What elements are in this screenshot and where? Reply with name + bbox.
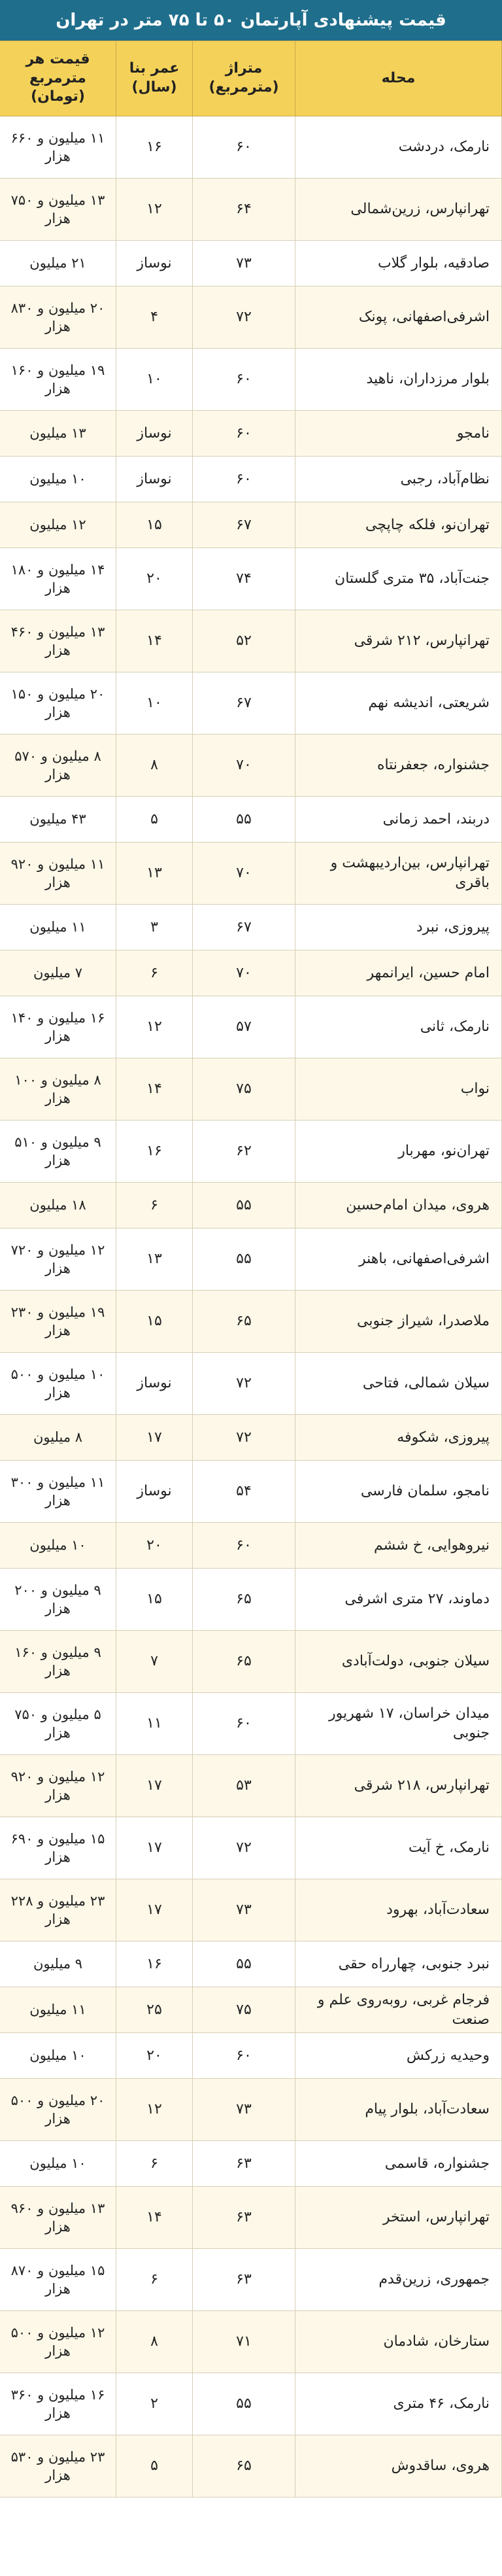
cell-area: ۶۷ xyxy=(193,672,295,735)
cell-location: سعادت‌آباد، بلوار پیام xyxy=(295,2079,502,2141)
table-row xyxy=(0,548,502,610)
cell-location: نامجو، سلمان فارسی xyxy=(295,1461,502,1523)
cell-location: سیلان شمالی، فتاحی xyxy=(295,1353,502,1415)
cell-area: ۶۵ xyxy=(193,1631,295,1693)
cell-price: ۱۳ میلیون و ۹۶۰ هزار xyxy=(0,2187,116,2249)
cell-price: ۵ میلیون و ۷۵۰ هزار xyxy=(0,1693,116,1755)
cell-price: ۱۱ میلیون و ۹۲۰ هزار xyxy=(0,843,116,905)
cell-price: ۹ میلیون و ۱۶۰ هزار xyxy=(0,1631,116,1693)
table-row xyxy=(0,735,502,797)
table-row xyxy=(0,2373,502,2435)
cell-location: سیلان جنوبی، دولت‌آبادی xyxy=(295,1631,502,1693)
cell-location: تهرانپارس، استخر xyxy=(295,2187,502,2249)
cell-location: نامجو xyxy=(295,411,502,457)
cell-location: دماوند، ۲۷ متری اشرفی xyxy=(295,1569,502,1631)
cell-price: ۱۳ میلیون و ۷۵۰ هزار xyxy=(0,179,116,241)
cell-location: ملاصدرا، شیراز جنوبی xyxy=(295,1291,502,1353)
cell-location: فرجام غربی، روبه‌روی علم و صنعت xyxy=(295,1987,502,2033)
cell-price: ۱۰ میلیون xyxy=(0,2141,116,2187)
cell-price: ۷ میلیون xyxy=(0,950,116,996)
cell-location: نیروهوایی، خ ششم xyxy=(295,1523,502,1569)
cell-age: ۱۷ xyxy=(116,1879,193,1941)
cell-area: ۵۲ xyxy=(193,610,295,672)
cell-age: ۱۲ xyxy=(116,996,193,1058)
table-row xyxy=(0,1058,502,1121)
cell-area: ۵۴ xyxy=(193,1461,295,1523)
cell-price: ۱۱ میلیون xyxy=(0,905,116,950)
cell-price: ۱۰ میلیون و ۵۰۰ هزار xyxy=(0,1353,116,1415)
table-row xyxy=(0,2033,502,2079)
cell-area: ۶۰ xyxy=(193,2033,295,2079)
cell-area: ۵۳ xyxy=(193,1755,295,1817)
cell-location: سعادت‌آباد، بهرود xyxy=(295,1879,502,1941)
cell-age: ۵ xyxy=(116,2435,193,2498)
cell-location: تهرانپارس، بین‌اردیبهشت و باقری xyxy=(295,843,502,905)
cell-location: تهرانپارس، ۲۱۲ شرقی xyxy=(295,610,502,672)
table-row xyxy=(0,457,502,502)
cell-price: ۲۳ میلیون و ۵۳۰ هزار xyxy=(0,2435,116,2498)
cell-age: نوساز xyxy=(116,411,193,457)
cell-area: ۷۰ xyxy=(193,843,295,905)
cell-age: ۱۳ xyxy=(116,1228,193,1291)
cell-age: ۲۰ xyxy=(116,548,193,610)
table-row xyxy=(0,672,502,735)
cell-area: ۶۰ xyxy=(193,1693,295,1755)
cell-location: امام حسین، ایرانمهر xyxy=(295,950,502,996)
table-row xyxy=(0,1461,502,1523)
cell-age: ۱۶ xyxy=(116,116,193,179)
cell-area: ۵۵ xyxy=(193,1183,295,1228)
cell-price: ۸ میلیون و ۱۰۰ هزار xyxy=(0,1058,116,1121)
cell-area: ۷۳ xyxy=(193,241,295,287)
price-table xyxy=(0,41,502,2498)
cell-price: ۱۹ میلیون و ۲۳۰ هزار xyxy=(0,1291,116,1353)
cell-price: ۴۳ میلیون xyxy=(0,797,116,843)
cell-age: ۱۴ xyxy=(116,610,193,672)
cell-price: ۱۴ میلیون و ۱۸۰ هزار xyxy=(0,548,116,610)
table-row xyxy=(0,1755,502,1817)
cell-area: ۷۲ xyxy=(193,1415,295,1461)
table-row xyxy=(0,1631,502,1693)
cell-age: نوساز xyxy=(116,1461,193,1523)
cell-area: ۷۳ xyxy=(193,2079,295,2141)
cell-location: تهران‌نو، فلکه چاپچی xyxy=(295,502,502,548)
cell-location: پیروزی، شکوفه xyxy=(295,1415,502,1461)
cell-age: ۸ xyxy=(116,735,193,797)
cell-location: اشرفی‌اصفهانی، پونک xyxy=(295,287,502,349)
table-row xyxy=(0,349,502,411)
cell-price: ۹ میلیون xyxy=(0,1941,116,1987)
table-row xyxy=(0,287,502,349)
table-row xyxy=(0,2249,502,2311)
header-area: متراژ (مترمربع) xyxy=(193,41,295,116)
table-row xyxy=(0,241,502,287)
table-row xyxy=(0,1121,502,1183)
cell-location: میدان خراسان، ۱۷ شهریور جنوبی xyxy=(295,1693,502,1755)
table-row xyxy=(0,610,502,672)
cell-area: ۶۴ xyxy=(193,179,295,241)
cell-age: ۶ xyxy=(116,1183,193,1228)
cell-price: ۱۰ میلیون xyxy=(0,457,116,502)
cell-area: ۶۰ xyxy=(193,457,295,502)
cell-area: ۶۰ xyxy=(193,1523,295,1569)
table-row xyxy=(0,2079,502,2141)
cell-price: ۸ میلیون xyxy=(0,1415,116,1461)
cell-price: ۱۱ میلیون و ۶۶۰ هزار xyxy=(0,116,116,179)
cell-location: تهران‌نو، مهربار xyxy=(295,1121,502,1183)
cell-location: نارمک، ۴۶ متری xyxy=(295,2373,502,2435)
cell-price: ۱۱ میلیون xyxy=(0,1987,116,2033)
cell-age: ۲۰ xyxy=(116,2033,193,2079)
cell-location: هروی، ساقدوش xyxy=(295,2435,502,2498)
cell-area: ۵۵ xyxy=(193,1228,295,1291)
table-row xyxy=(0,1415,502,1461)
cell-price: ۸ میلیون و ۵۷۰ هزار xyxy=(0,735,116,797)
table-row xyxy=(0,2141,502,2187)
table-row xyxy=(0,1987,502,2033)
table-row xyxy=(0,1228,502,1291)
cell-price: ۲۳ میلیون و ۲۲۸ هزار xyxy=(0,1879,116,1941)
table-row xyxy=(0,797,502,843)
cell-age: ۱۳ xyxy=(116,843,193,905)
cell-price: ۱۲ میلیون و ۷۲۰ هزار xyxy=(0,1228,116,1291)
cell-age: ۱۵ xyxy=(116,502,193,548)
cell-area: ۷۲ xyxy=(193,1353,295,1415)
cell-age: نوساز xyxy=(116,1353,193,1415)
cell-price: ۱۲ میلیون xyxy=(0,502,116,548)
cell-price: ۱۶ میلیون و ۳۶۰ هزار xyxy=(0,2373,116,2435)
cell-price: ۱۱ میلیون و ۳۰۰ هزار xyxy=(0,1461,116,1523)
cell-location: نبرد جنوبی، چهارراه حقی xyxy=(295,1941,502,1987)
cell-location: شریعتی، اندیشه نهم xyxy=(295,672,502,735)
cell-age: ۱۴ xyxy=(116,1058,193,1121)
cell-area: ۶۰ xyxy=(193,411,295,457)
cell-area: ۶۵ xyxy=(193,1291,295,1353)
cell-age: ۶ xyxy=(116,2249,193,2311)
table-row xyxy=(0,1693,502,1755)
cell-location: تهرانپارس، زرین‌شمالی xyxy=(295,179,502,241)
cell-price: ۱۲ میلیون و ۵۰۰ هزار xyxy=(0,2311,116,2373)
cell-price: ۲۰ میلیون و ۵۰۰ هزار xyxy=(0,2079,116,2141)
cell-price: ۱۹ میلیون و ۱۶۰ هزار xyxy=(0,349,116,411)
cell-location: نارمک، خ آیت xyxy=(295,1817,502,1879)
cell-area: ۷۲ xyxy=(193,287,295,349)
cell-area: ۷۳ xyxy=(193,1879,295,1941)
report-title: قیمت پیشنهادی آپارتمان ۵۰ تا ۷۵ متر در تهران xyxy=(0,0,502,41)
cell-age: ۱۰ xyxy=(116,672,193,735)
cell-age: ۱۵ xyxy=(116,1291,193,1353)
table-row xyxy=(0,1353,502,1415)
cell-area: ۶۳ xyxy=(193,2187,295,2249)
cell-location: پیروزی، نبرد xyxy=(295,905,502,950)
cell-age: نوساز xyxy=(116,457,193,502)
cell-price: ۱۶ میلیون و ۱۴۰ هزار xyxy=(0,996,116,1058)
table-body xyxy=(0,116,502,2498)
cell-location: هروی، میدان امام‌حسین xyxy=(295,1183,502,1228)
cell-location: ستارخان، شادمان xyxy=(295,2311,502,2373)
cell-area: ۷۰ xyxy=(193,950,295,996)
cell-price: ۱۸ میلیون xyxy=(0,1183,116,1228)
cell-price: ۱۲ میلیون و ۹۲۰ هزار xyxy=(0,1755,116,1817)
cell-area: ۷۰ xyxy=(193,735,295,797)
cell-age: ۱۲ xyxy=(116,179,193,241)
cell-age: ۲۰ xyxy=(116,1523,193,1569)
cell-location: جشنواره، جعفرنتاه xyxy=(295,735,502,797)
table-row xyxy=(0,1569,502,1631)
table-row xyxy=(0,116,502,179)
header-row xyxy=(0,41,502,116)
cell-area: ۶۳ xyxy=(193,2141,295,2187)
table-row xyxy=(0,1183,502,1228)
table-row xyxy=(0,179,502,241)
cell-location: اشرفی‌اصفهانی، باهنر xyxy=(295,1228,502,1291)
cell-area: ۶۰ xyxy=(193,349,295,411)
cell-age: ۳ xyxy=(116,905,193,950)
cell-age: ۱۵ xyxy=(116,1569,193,1631)
cell-area: ۵۷ xyxy=(193,996,295,1058)
table-row xyxy=(0,1879,502,1941)
cell-area: ۶۷ xyxy=(193,502,295,548)
cell-area: ۶۲ xyxy=(193,1121,295,1183)
cell-area: ۵۵ xyxy=(193,2373,295,2435)
cell-area: ۶۰ xyxy=(193,116,295,179)
header-age: عمر بنا (سال) xyxy=(116,41,193,116)
cell-area: ۶۵ xyxy=(193,2435,295,2498)
cell-age: ۱۷ xyxy=(116,1817,193,1879)
table-row xyxy=(0,2187,502,2249)
cell-area: ۷۵ xyxy=(193,1058,295,1121)
table-row xyxy=(0,996,502,1058)
cell-location: جمهوری، زرین‌قدم xyxy=(295,2249,502,2311)
cell-age: ۱۲ xyxy=(116,2079,193,2141)
table-row xyxy=(0,1941,502,1987)
cell-location: نواب xyxy=(295,1058,502,1121)
cell-age: ۲ xyxy=(116,2373,193,2435)
table-row xyxy=(0,905,502,950)
cell-price: ۱۵ میلیون و ۶۹۰ هزار xyxy=(0,1817,116,1879)
cell-location: تهرانپارس، ۲۱۸ شرقی xyxy=(295,1755,502,1817)
table-row xyxy=(0,411,502,457)
cell-area: ۵۵ xyxy=(193,1941,295,1987)
cell-age: ۱۶ xyxy=(116,1941,193,1987)
table-row xyxy=(0,502,502,548)
cell-age: ۱۴ xyxy=(116,2187,193,2249)
cell-location: صادقیه، بلوار گلاب xyxy=(295,241,502,287)
cell-area: ۶۷ xyxy=(193,905,295,950)
table-row xyxy=(0,2311,502,2373)
header-price: قیمت هر مترمربع (تومان) xyxy=(0,41,116,116)
cell-price: ۲۰ میلیون و ۱۵۰ هزار xyxy=(0,672,116,735)
cell-area: ۶۵ xyxy=(193,1569,295,1631)
table-row xyxy=(0,950,502,996)
cell-price: ۱۳ میلیون و ۴۶۰ هزار xyxy=(0,610,116,672)
cell-age: ۱۷ xyxy=(116,1415,193,1461)
cell-price: ۱۰ میلیون xyxy=(0,1523,116,1569)
cell-area: ۷۴ xyxy=(193,548,295,610)
cell-area: ۷۲ xyxy=(193,1817,295,1879)
cell-price: ۹ میلیون و ۲۰۰ هزار xyxy=(0,1569,116,1631)
cell-area: ۶۳ xyxy=(193,2249,295,2311)
header-location: محله xyxy=(295,41,502,116)
cell-age: نوساز xyxy=(116,241,193,287)
table-row xyxy=(0,1523,502,1569)
cell-age: ۶ xyxy=(116,950,193,996)
cell-age: ۴ xyxy=(116,287,193,349)
cell-price: ۲۱ میلیون xyxy=(0,241,116,287)
cell-age: ۷ xyxy=(116,1631,193,1693)
cell-age: ۶ xyxy=(116,2141,193,2187)
cell-location: جنت‌آباد، ۳۵ متری گلستان xyxy=(295,548,502,610)
table-row xyxy=(0,1291,502,1353)
cell-age: ۱۱ xyxy=(116,1693,193,1755)
cell-age: ۱۶ xyxy=(116,1121,193,1183)
cell-age: ۵ xyxy=(116,797,193,843)
cell-area: ۵۵ xyxy=(193,797,295,843)
cell-price: ۱۰ میلیون xyxy=(0,2033,116,2079)
cell-age: ۱۰ xyxy=(116,349,193,411)
table-row xyxy=(0,843,502,905)
cell-location: نارمک، ثانی xyxy=(295,996,502,1058)
cell-price: ۹ میلیون و ۵۱۰ هزار xyxy=(0,1121,116,1183)
cell-age: ۸ xyxy=(116,2311,193,2373)
cell-location: جشنواره، قاسمی xyxy=(295,2141,502,2187)
cell-location: نارمک، دردشت xyxy=(295,116,502,179)
cell-price: ۱۵ میلیون و ۸۷۰ هزار xyxy=(0,2249,116,2311)
cell-area: ۷۱ xyxy=(193,2311,295,2373)
table-row xyxy=(0,2435,502,2498)
cell-area: ۷۵ xyxy=(193,1987,295,2033)
cell-location: وحیدیه زرکش xyxy=(295,2033,502,2079)
cell-age: ۲۵ xyxy=(116,1987,193,2033)
cell-price: ۲۰ میلیون و ۸۳۰ هزار xyxy=(0,287,116,349)
cell-location: دربند، احمد زمانی xyxy=(295,797,502,843)
cell-location: نظام‌آباد، رجبی xyxy=(295,457,502,502)
cell-age: ۱۷ xyxy=(116,1755,193,1817)
table-row xyxy=(0,1817,502,1879)
cell-location: بلوار مرزداران، ناهید xyxy=(295,349,502,411)
cell-price: ۱۳ میلیون xyxy=(0,411,116,457)
